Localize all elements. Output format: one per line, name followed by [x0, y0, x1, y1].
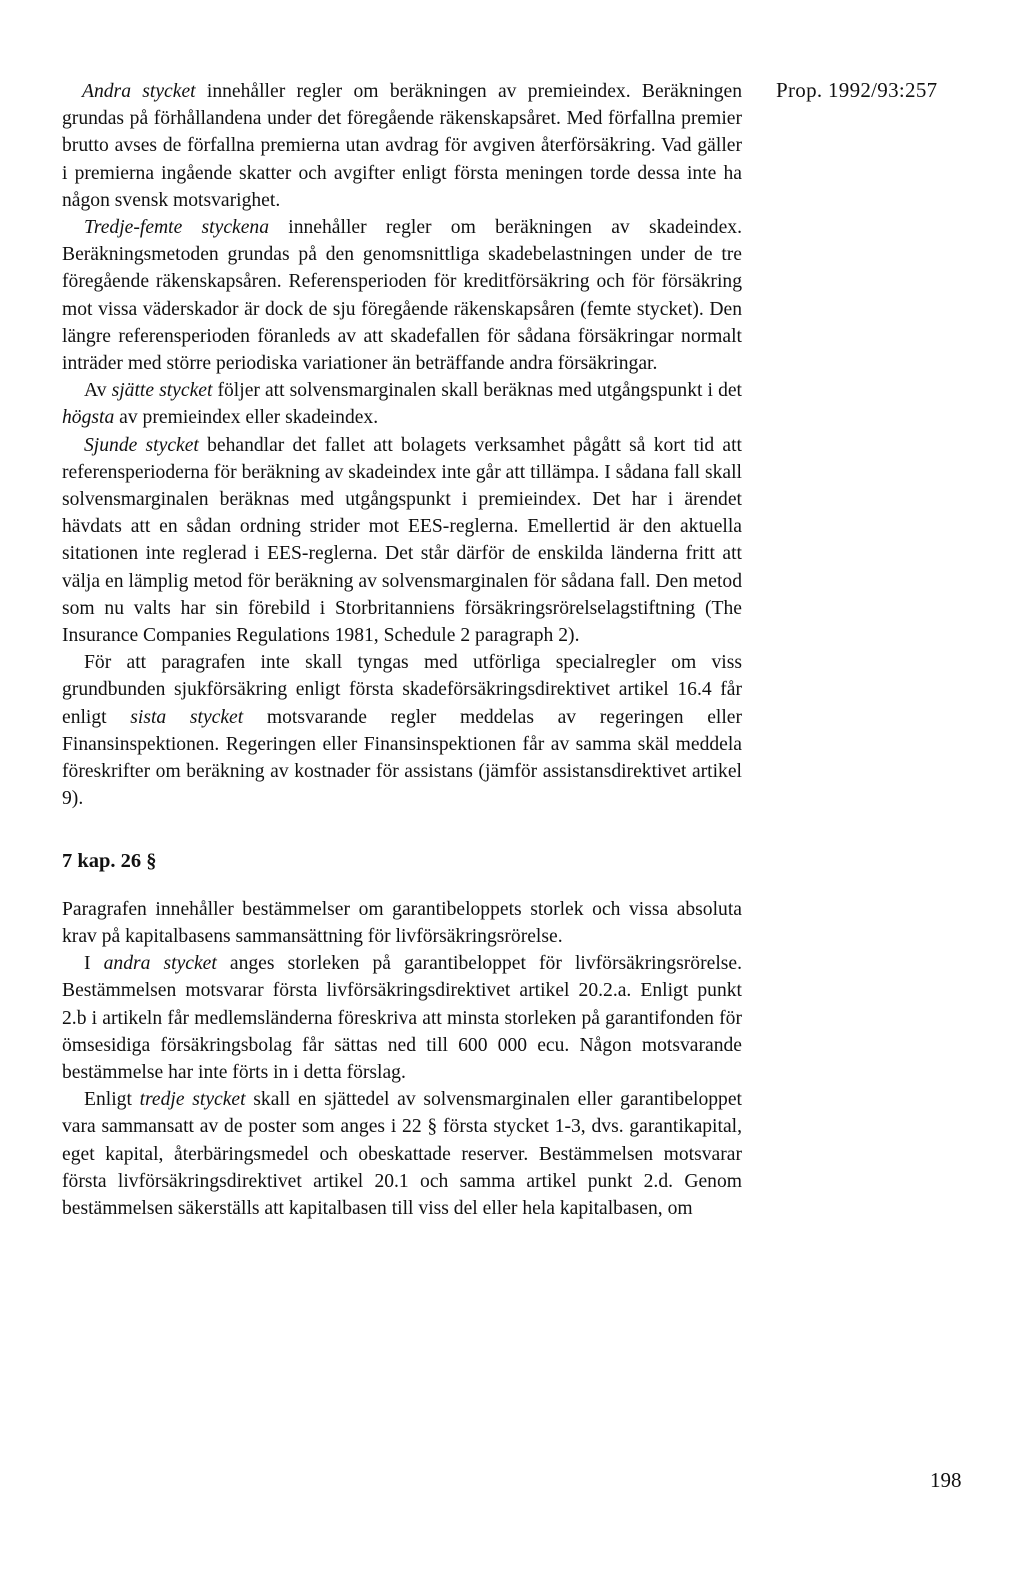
- body-text-column: [62, 78, 742, 1222]
- paragraph: [62, 950, 742, 1086]
- paragraph-text: anges storleken på garantibeloppet för livförsäkringsrörelse. Bestämmelsen motsvarar första livförsäkringsdirektivet artikel 20.2.a. Enligt punkt 2.b i artikeln får medlemsländerna föreskriva att minsta storleken på garantifonden för ömsesidiga försäkringsbolag får sättas ned till 600 000 ecu. Någon motsvarande bestämmelse har inte förts in i detta förslag.: [62, 953, 742, 1083]
- italic-term: sista stycket: [130, 706, 244, 728]
- paragraph: [62, 432, 742, 650]
- paragraph-text: innehåller regler om beräkningen av skadeindex. Beräkningsmetoden grundas på den genomsnittliga skadebelastningen under de tre föregående räkenskapsåren. Referensperioden för kreditförsäkring och för försäkring mot vissa väderskador är dock de sju föregående räkenskapsåren (femte stycket). Den längre referensperioden föranleds av att skadefallen för sådana försäkringar normalt inträder med större periodiska variationer än beträffande andra försäkringar.: [62, 217, 742, 375]
- italic-term: högsta: [62, 407, 115, 429]
- italic-term: andra stycket: [103, 953, 217, 975]
- paragraph-text: Enligt: [84, 1089, 140, 1111]
- italic-term: sjätte stycket: [111, 380, 213, 402]
- paragraph: [62, 1086, 742, 1222]
- paragraph-text: följer att solvensmarginalen skall beräknas med utgångspunkt i det: [212, 380, 743, 402]
- italic-term: tredje stycket: [139, 1089, 246, 1111]
- paragraph-text: av premieindex eller skadeindex.: [114, 407, 379, 429]
- paragraph-text: Av: [84, 380, 112, 402]
- paragraph: [62, 377, 742, 431]
- page-number: 198: [930, 1468, 962, 1492]
- paragraph-text: skall en sjättedel av solvensmarginalen eller garantibeloppet vara sammansatt av de poster som anges i 22 § första stycket 1-3, dvs. garantikapital, eget kapital, återbäringsmedel och obeskattade reserver. Bestämmelsen motsvarar första livförsäkringsdirektivet artikel 20.1 och samma artikel punkt 2.d. Genom bestämmelsen säkerställs att kapitalbasen till viss del eller hela kapitalbasen, om: [62, 1089, 742, 1219]
- proposition-reference: Prop. 1992/93:257: [776, 78, 938, 102]
- paragraph-text: motsvarande regler meddelas av regeringen eller Finansinspektionen. Regeringen eller Finansinspektionen får av samma skäl meddela föreskrifter om beräkning av kostnader för assistans (jämför assistansdirektivet artikel 9).: [62, 706, 742, 810]
- paragraph-text: För att paragrafen inte skall tyngas med utförliga specialregler om viss grundbunden sjukförsäkring enligt första skadeförsäkringsdirektivet artikel 16.4 får enligt: [62, 652, 742, 728]
- italic-term: Sjunde stycket: [84, 434, 199, 456]
- paragraph-text: behandlar det fallet att bolagets verksamhet pågått så kort tid att referensperioderna för beräkning av skadeindex inte går att tillämpa. I sådana fall skall solvensmarginalen beräknas med utgångspunkt i premieindex. Det har i ärendet hävdats att en sådan ordning strider mot EES-reglerna. Emellertid är den aktuella sitationen inte reglerad i EES-reglerna. Det står därför de enskilda länderna fritt att välja en lämplig metod för beräkning av solvensmarginalen för sådana fall. Den metod som nu valts har sin förebild i Storbritanniens försäkringsrörelselagstiftning (The Insurance Companies Regulations 1981, Schedule 2 paragraph 2).: [62, 434, 742, 647]
- paragraph: [62, 214, 742, 377]
- italic-term: Tredje-femte styckena: [84, 217, 270, 239]
- paragraph-text: Paragrafen innehåller bestämmelser om garantibeloppets storlek och vissa absoluta krav på kapitalbasens sammansättning för livförsäkringsrörelse.: [62, 898, 742, 947]
- paragraph-text: I: [84, 953, 104, 975]
- paragraph: [62, 896, 742, 950]
- italic-term: Andra stycket: [82, 81, 196, 102]
- paragraph: [62, 649, 742, 812]
- paragraph-text: innehåller regler om beräkningen av premieindex. Beräkningen grundas på förhållandena under det föregående räkenskapsåret. Med förfallna premier brutto avses de förfallna premierna utan avdrag för avgiven återförsäkring. Vad gäller i premierna ingående skatter och avgifter enligt första meningen torde dessa inte ha någon svensk motsvarighet.: [62, 81, 743, 211]
- paragraph: [62, 78, 742, 214]
- section-heading: 7 kap. 26 §: [62, 850, 157, 873]
